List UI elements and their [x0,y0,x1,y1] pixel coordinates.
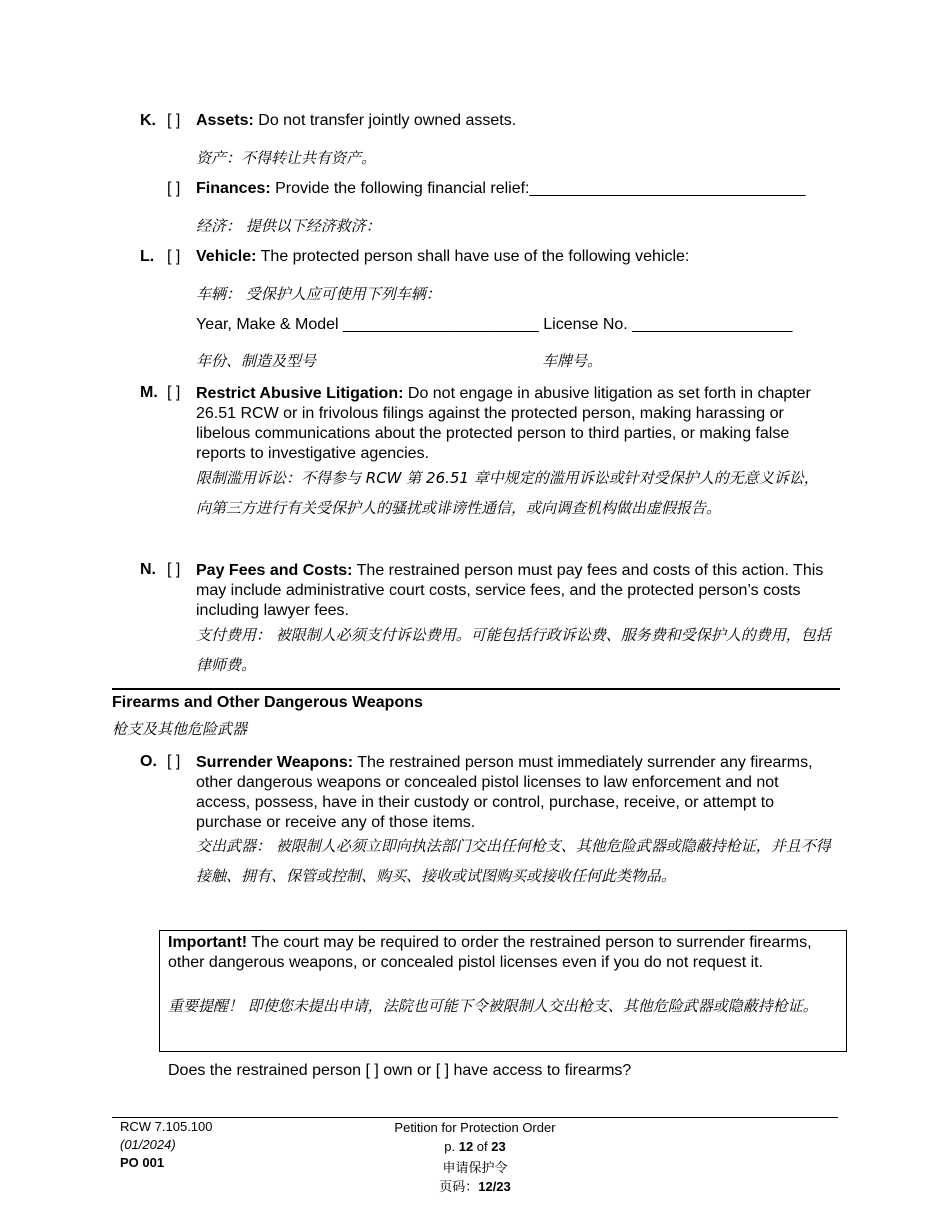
item-letter-l: L. [140,248,155,265]
footer-rcw: RCW 7.105.100 [120,1119,213,1134]
surrender-body: The restrained person must immediately surrender any firearms, other dangerous weapons or concealed pistol licenses to law enforcement and not access, possess, have in their custody or control, purchase, receive, or attempt to purchase or receive any of those items. [196,754,813,831]
item-letter-o: O. [140,753,157,770]
footer-form-number: PO 001 [120,1155,165,1170]
footer-date: (01/2024) [120,1137,176,1152]
section-divider [112,688,840,690]
footer-page-zh-prefix: 页码： [439,1179,479,1194]
fees-body: The restrained person must pay fees and costs of this action. This may include administrative court costs, service fees, and the protected person’s costs including lawyer fees. [196,562,824,619]
footer-page-of: of [473,1139,492,1154]
important-box [159,930,847,1052]
vehicle-year-license-field[interactable]: Year, Make & Model ______________________ License No. __________________ [196,316,793,333]
checkbox-assets[interactable]: [ ] [167,112,181,129]
item-letter-k: K. [140,112,156,129]
footer-page-prefix: p. [444,1139,459,1154]
surrender-zh: 交出武器： 被限制人必须立即向执法部门交出任何枪支、其他危险武器或隐蔽持枪证，并且不得接触、拥有、保管或控制、购买、接收或试图购买或接收任何此类物品。 [196,837,831,885]
footer-page [375,1139,575,1154]
assets-text [196,112,516,130]
important-body: The court may be required to order the restrained person to surrender firearms, other dangerous weapons, or concealed pistol licenses even if you do not request it. [168,934,812,971]
assets-zh: 资产：不得转让共有资产。 [196,149,377,167]
footer-title-zh: 申请保护令 [442,1160,508,1175]
checkbox-vehicle[interactable]: [ ] [167,248,181,265]
surrender-title: Surrender Weapons: [196,754,354,771]
footer-page-zh-value: 12/23 [478,1179,511,1194]
important-zh: 重要提醒！ 即使您未提出申请，法院也可能下令被限制人交出枪支、其他危险武器或隐蔽持枪证。 [168,997,818,1015]
surrender-text [196,753,836,833]
litigation-body: Do not engage in abusive litigation as set forth in chapter 26.51 RCW or in frivolous filings against the protected person, making harassing or libelous communications about the protected person to third parties, or making false reports to investigative agencies. [196,385,811,462]
footer-title: Petition for Protection Order [394,1120,556,1135]
vehicle-title: Vehicle: [196,248,257,265]
important-text [168,933,836,973]
assets-body: Do not transfer jointly owned assets. [253,112,517,129]
litigation-title: Restrict Abusive Litigation: [196,385,404,402]
item-letter-m: M. [140,384,158,401]
assets-title: Assets: [196,112,254,129]
vehicle-body: The protected person shall have use of the following vehicle: [256,248,690,265]
vehicle-zh: 车辆： 受保护人应可使用下列车辆： [196,285,441,303]
finances-title: Finances: [196,180,271,197]
fees-text [196,561,836,621]
section-title: Firearms and Other Dangerous Weapons [112,694,423,711]
finances-text [196,180,805,198]
footer-page-zh [375,1176,575,1195]
finances-zh: 经济： 提供以下经济救济： [196,217,381,235]
checkbox-fees[interactable]: [ ] [167,561,181,578]
section-title-zh: 枪支及其他危险武器 [112,720,248,738]
license-zh: 车牌号。 [542,352,603,370]
checkbox-surrender[interactable]: [ ] [167,753,181,770]
year-make-model-zh: 年份、制造及型号 [196,352,317,370]
footer-left [120,1118,213,1172]
litigation-zh: 限制滥用诉讼：不得参与 RCW 第 26.51 章中规定的滥用诉讼或针对受保护人的无意义诉讼，向第三方进行有关受保护人的骚扰或诽谤性通信，或向调查机构做出虚假报告。 [196,469,819,517]
firearms-access-question[interactable]: Does the restrained person [ ] own or [ ] have access to firearms? [168,1062,632,1079]
vehicle-text [196,248,689,266]
footer-page-total: 23 [491,1139,506,1154]
checkbox-finances[interactable]: [ ] [167,180,181,197]
litigation-text [196,384,836,464]
item-letter-n: N. [140,561,156,578]
finances-body: Provide the following financial relief:_______________________________ [270,180,806,197]
fees-title: Pay Fees and Costs: [196,562,353,579]
checkbox-litigation[interactable]: [ ] [167,384,181,401]
footer-page-num: 12 [458,1139,474,1154]
footer-divider [112,1117,838,1118]
fees-zh: 支付费用： 被限制人必须支付诉讼费用。可能包括行政诉讼费、服务费和受保护人的费用，包括律师费。 [196,626,831,674]
important-title: Important! [168,934,248,951]
